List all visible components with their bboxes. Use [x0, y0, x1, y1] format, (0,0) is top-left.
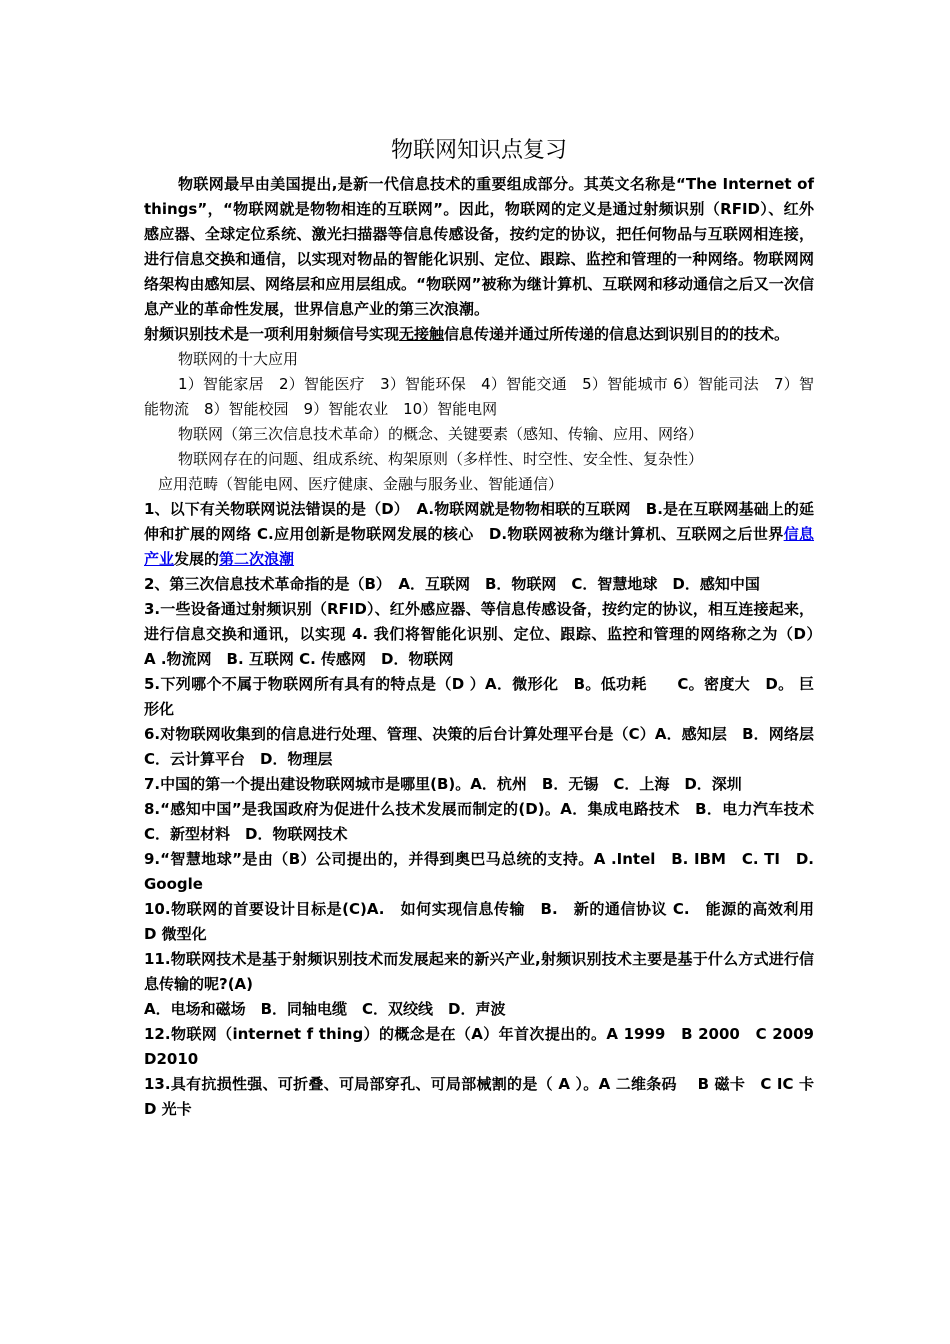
question-12: 12.物联网（internet f thing）的概念是在（A）年首次提出的。A 1999 B 2000 C 2009 D2010: [144, 1025, 830, 1068]
question-6: 6.对物联网收集到的信息进行处理、管理、决策的后台计算处理平台是（C）A．感知层 B．网络层 C．云计算平台 D．物理层: [144, 725, 830, 768]
rfid-definition: [144, 322, 814, 347]
rfid-text-pre: 射频识别技术是一项利用射频信号实现: [144, 325, 400, 343]
question-8: 8.“感知中国”是我国政府为促进什么技术发展而制定的(D)。A．集成电路技术 B．电力汽车技术 C．新型材料 D．物联网技术: [144, 800, 814, 843]
apps-list: 1）智能家居 2）智能医疗 3）智能环保 4）智能交通 5）智能城市 6）智能司法 7）智能物流 8）智能校园 9）智能农业 10）智能电网: [144, 375, 814, 418]
rfid-text-underlined: 无接触: [399, 325, 445, 343]
issues-line: 物联网存在的问题、组成系统、构架原则（多样性、时空性、安全性、复杂性）: [178, 450, 704, 468]
question-11-options: A．电场和磁场 B．同轴电缆 C．双绞线 D．声波: [144, 1000, 506, 1018]
question-1: [144, 497, 814, 572]
concept-line: 物联网（第三次信息技术革命）的概念、关键要素（感知、传输、应用、网络）: [178, 425, 704, 443]
link-second-wave[interactable]: 第二次浪潮: [219, 550, 295, 568]
scope-line: 应用范畴（智能电网、医疗健康、金融与服务业、智能通信）: [158, 475, 564, 493]
link-information-industry[interactable]: 信息产业: [144, 525, 814, 568]
question-5: 5.下列哪个不属于物联网所有具有的特点是（D ）A．微形化 B。低功耗 C。密度大 D。 巨形化: [144, 675, 814, 718]
question-2: 2、第三次信息技术革命指的是（B） A．互联网 B．物联网 C．智慧地球 D．感知中国: [144, 575, 760, 593]
q1-mid: 发展的: [174, 550, 220, 568]
apps-heading: 物联网的十大应用: [178, 350, 299, 368]
question-3: 3.一些设备通过射频识别（RFID）、红外感应器、等信息传感设备，按约定的协议，相互连接起来，进行信息交换和通讯，以实现 4. 我们将智能化识别、定位、跟踪、监控和管理的网络称之为（D） A .物流网 B. 互联网 C. 传感网 D．物联网: [144, 600, 830, 668]
question-9: 9.“智慧地球”是由（B）公司提出的，并得到奥巴马总统的支持。A .Intel B. IBM C. TI D. Google: [144, 850, 814, 893]
question-11: 11.物联网技术是基于射频识别技术而发展起来的新兴产业,射频识别技术主要是基于什么方式进行信息传输的呢?(A): [144, 950, 814, 993]
q1-text: 1、以下有关物联网说法错误的是（D） A.物联网就是物物相联的互联网 B.是在互联网基础上的延伸和扩展的网络 C.应用创新是物联网发展的核心 D.物联网被称为继计算机、互联网之后世界: [144, 500, 814, 543]
doc-title: 物联网知识点复习: [390, 138, 567, 163]
question-7: 7.中国的第一个提出建设物联网城市是哪里(B)。A．杭州 B．无锡 C．上海 D．深圳: [144, 775, 742, 793]
document-page: [144, 134, 835, 1122]
question-10: 10.物联网的首要设计目标是(C)A. 如何实现信息传输 B. 新的通信协议 C. 能源的高效利用 D 微型化: [144, 900, 830, 943]
question-13: 13.具有抗损性强、可折叠、可局部穿孔、可局部械割的是（ A ）。A 二维条码 B 磁卡 C IC 卡 D 光卡: [144, 1075, 835, 1118]
intro-paragraph: 物联网最早由美国提出,是新一代信息技术的重要组成部分。其英文名称是“The Internet of things”，“物联网就是物物相连的互联网”。因此，物联网的定义是通过射频识别（RFID）、红外感应器、全球定位系统、激光扫描器等信息传感设备，按约定的协议，把任何物品与互联网相连接，进行信息交换和通信，以实现对物品的智能化识别、定位、跟踪、监控和管理的一种网络。物联网网络架构由感知层、网络层和应用层组成。“物联网”被称为继计算机、互联网和移动通信之后又一次信息产业的革命性发展，世界信息产业的第三次浪潮。: [144, 175, 814, 318]
rfid-text-post: 信息传递并通过所传递的信息达到识别目的的技术。: [444, 325, 790, 343]
